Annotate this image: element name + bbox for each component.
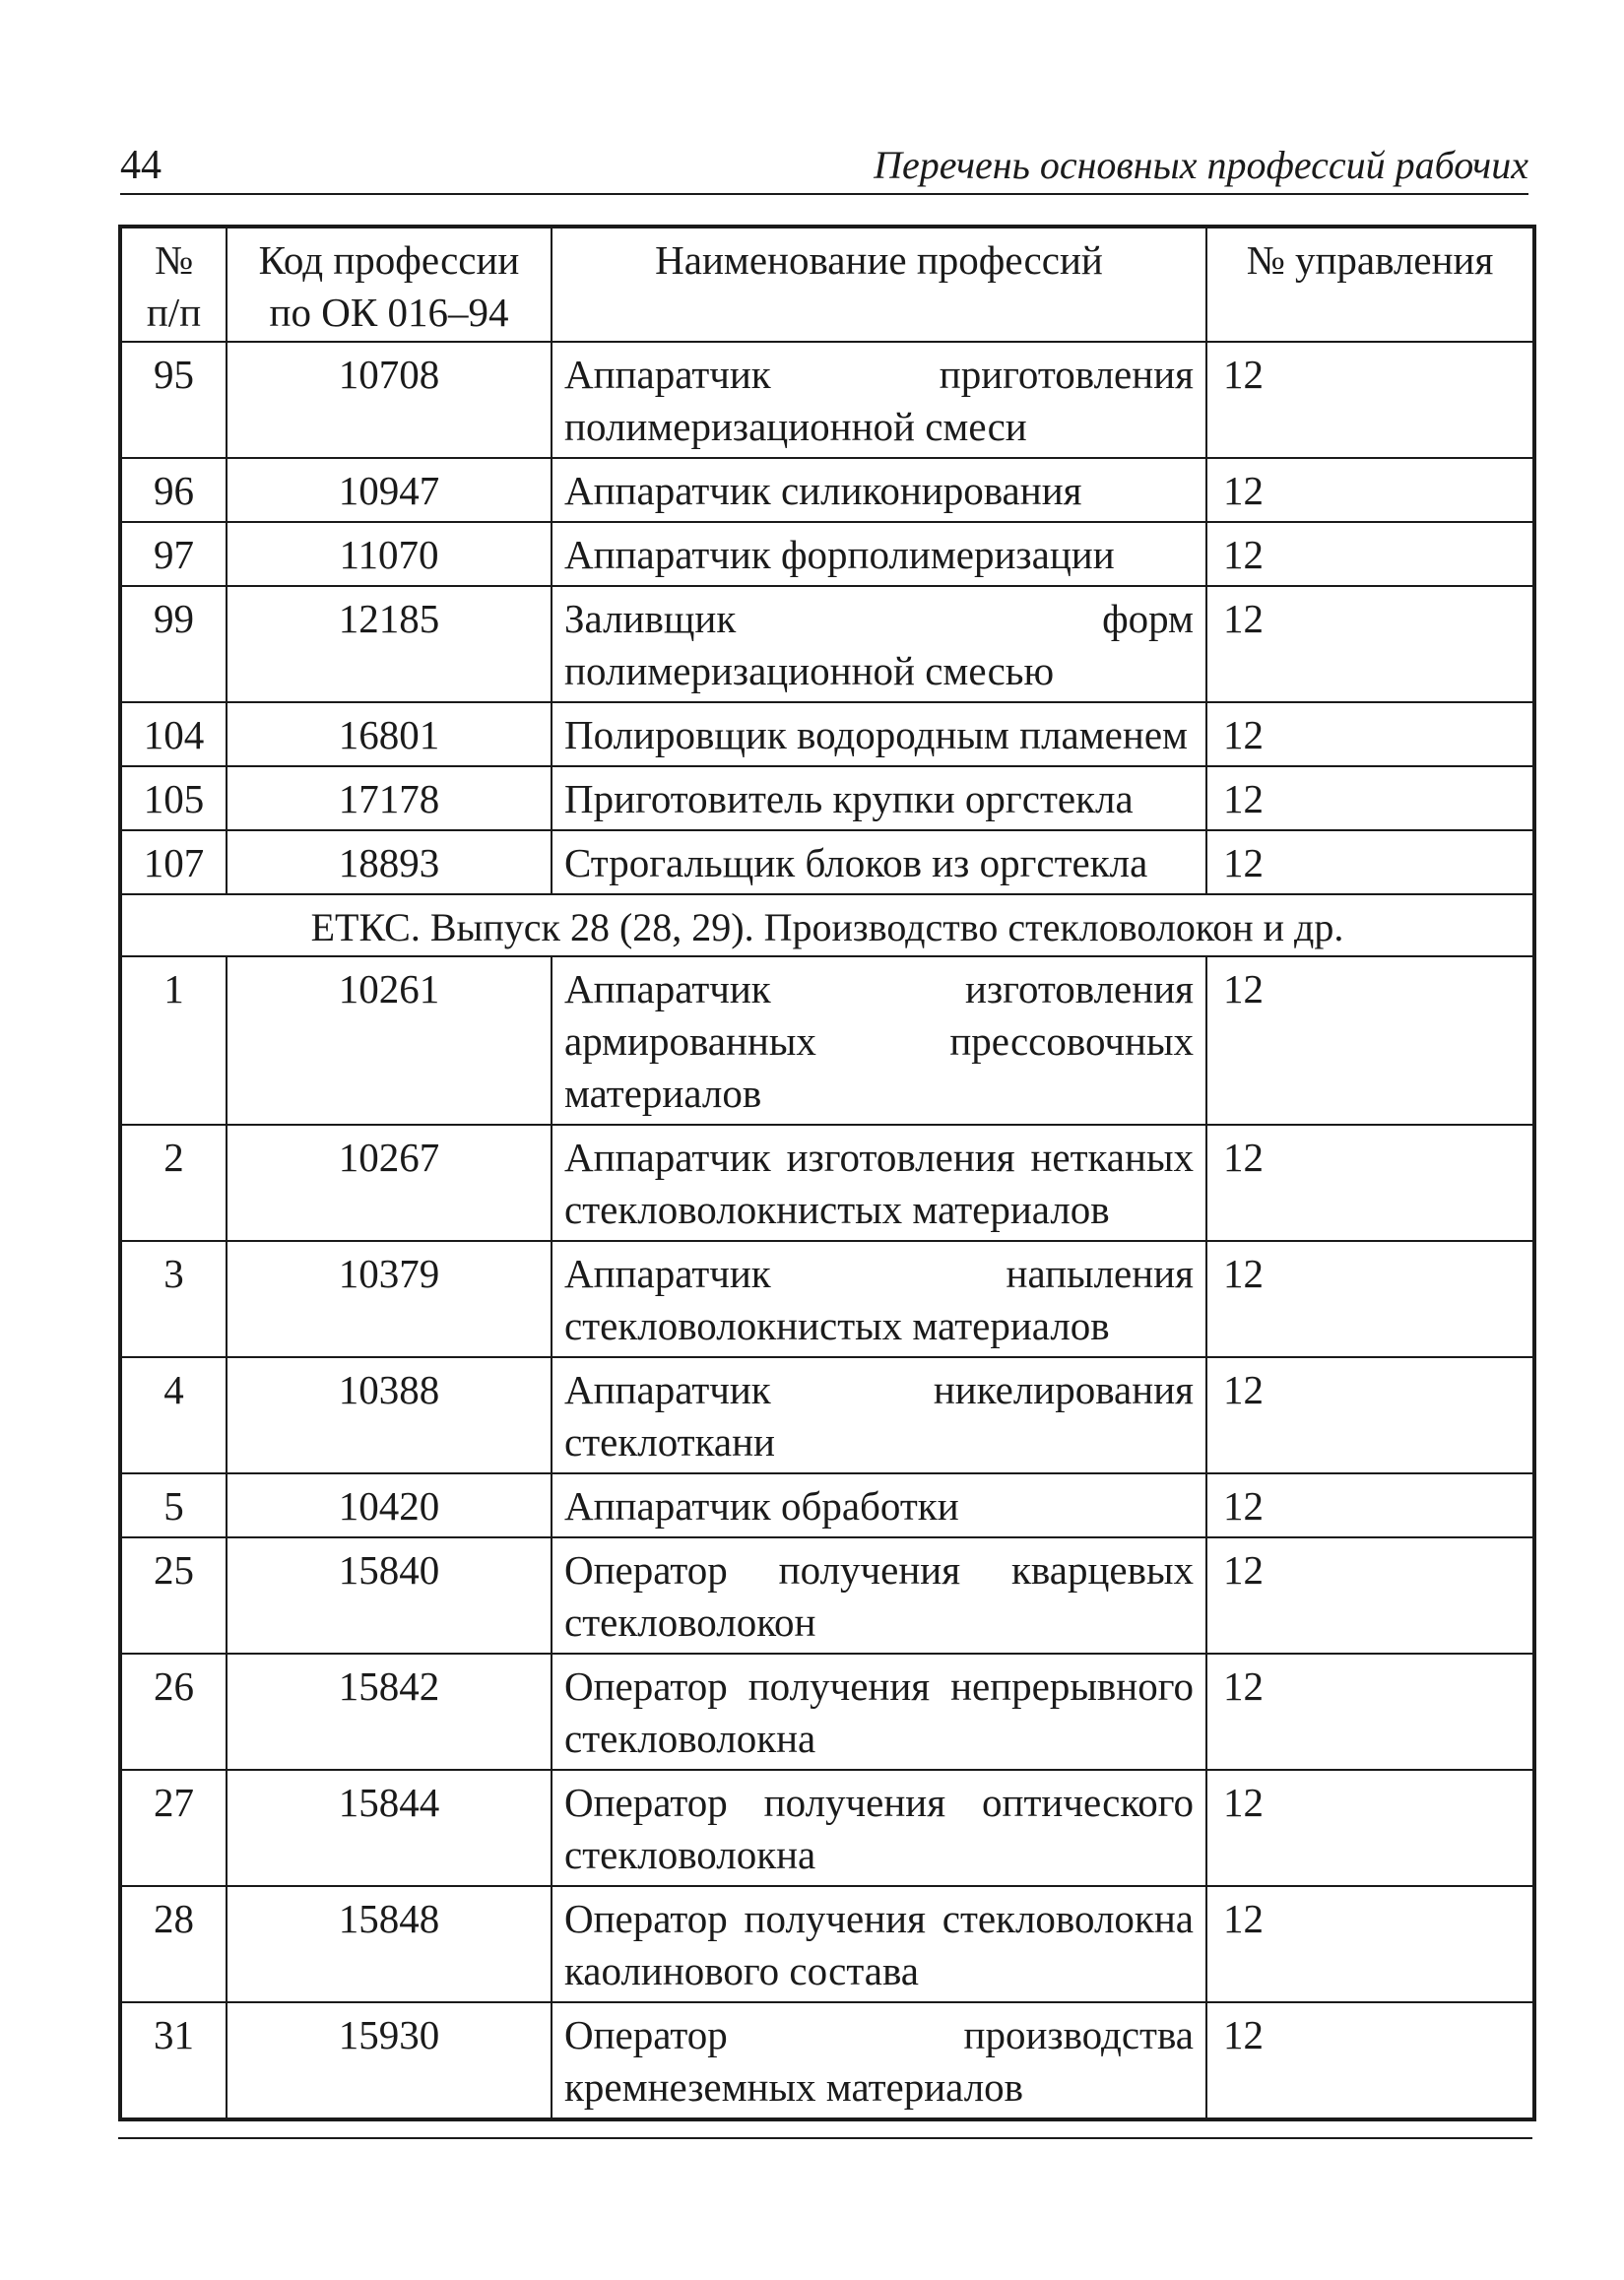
profession-name: Оператор производства кремнеземных материалов	[552, 2002, 1206, 2119]
profession-code: 11070	[227, 522, 552, 586]
row-number: 97	[120, 522, 227, 586]
department-number: 12	[1206, 1886, 1534, 2002]
table-row	[120, 342, 1534, 458]
table-row	[120, 522, 1534, 586]
table-row	[120, 830, 1534, 894]
section-row	[120, 894, 1534, 956]
row-number: 27	[120, 1770, 227, 1886]
department-number: 12	[1206, 1770, 1534, 1886]
department-number: 12	[1206, 830, 1534, 894]
profession-code: 15844	[227, 1770, 552, 1886]
footer-rule	[118, 2137, 1532, 2139]
running-title: Перечень основных профессий рабочих	[874, 143, 1528, 187]
department-number: 12	[1206, 702, 1534, 766]
department-number: 12	[1206, 586, 1534, 702]
department-number: 12	[1206, 342, 1534, 458]
row-number: 95	[120, 342, 227, 458]
table-row	[120, 586, 1534, 702]
section-title: ЕТКС. Выпуск 28 (28, 29). Производство стекловолокон и др.	[120, 894, 1534, 956]
profession-table	[118, 225, 1536, 2121]
profession-code: 15930	[227, 2002, 552, 2119]
profession-name: Аппаратчик напыления стекловолокнистых материалов	[552, 1241, 1206, 1357]
department-number: 12	[1206, 1357, 1534, 1473]
profession-code: 12185	[227, 586, 552, 702]
table-row	[120, 1886, 1534, 2002]
profession-code: 10947	[227, 458, 552, 522]
column-header-line: п/п	[146, 290, 202, 335]
row-number: 25	[120, 1537, 227, 1654]
department-number: 12	[1206, 458, 1534, 522]
profession-code: 15842	[227, 1654, 552, 1770]
table-row	[120, 1125, 1534, 1241]
department-number: 12	[1206, 1473, 1534, 1537]
profession-name: Аппаратчик изготовления нетканых стекловолокнистых материалов	[552, 1125, 1206, 1241]
profession-code: 18893	[227, 830, 552, 894]
table-row	[120, 1770, 1534, 1886]
table-row	[120, 1473, 1534, 1537]
profession-code: 15840	[227, 1537, 552, 1654]
table-row	[120, 766, 1534, 830]
profession-code: 10420	[227, 1473, 552, 1537]
profession-code: 10388	[227, 1357, 552, 1473]
profession-name: Аппаратчик силиконирования	[552, 458, 1206, 522]
profession-name: Аппаратчик приготовления полимеризационной смеси	[552, 342, 1206, 458]
column-header-line: Наименование профессий	[655, 237, 1103, 283]
profession-name: Строгальщик блоков из оргстекла	[552, 830, 1206, 894]
table-row	[120, 956, 1534, 1125]
row-number: 99	[120, 586, 227, 702]
table-row	[120, 1357, 1534, 1473]
profession-name: Оператор получения оптического стекловолокна	[552, 1770, 1206, 1886]
table-row	[120, 1654, 1534, 1770]
column-header-line: №	[154, 237, 194, 283]
profession-name: Оператор получения непрерывного стекловолокна	[552, 1654, 1206, 1770]
department-number: 12	[1206, 956, 1534, 1125]
row-number: 31	[120, 2002, 227, 2119]
department-number: 12	[1206, 766, 1534, 830]
department-number: 12	[1206, 1241, 1534, 1357]
column-header-number	[120, 227, 227, 342]
page-number: 44	[120, 143, 162, 188]
profession-name: Оператор получения стекловолокна каолинового состава	[552, 1886, 1206, 2002]
profession-name: Заливщик форм полимеризационной смесью	[552, 586, 1206, 702]
profession-code: 10708	[227, 342, 552, 458]
profession-code: 10379	[227, 1241, 552, 1357]
row-number: 3	[120, 1241, 227, 1357]
profession-name: Приготовитель крупки оргстекла	[552, 766, 1206, 830]
department-number: 12	[1206, 2002, 1534, 2119]
department-number: 12	[1206, 1125, 1534, 1241]
profession-name: Полировщик водородным пламенем	[552, 702, 1206, 766]
profession-name: Аппаратчик никелирования стеклоткани	[552, 1357, 1206, 1473]
column-header-line: Код профессии	[258, 237, 520, 283]
profession-name: Оператор получения кварцевых стекловолокон	[552, 1537, 1206, 1654]
column-header-name	[552, 227, 1206, 342]
profession-name: Аппаратчик обработки	[552, 1473, 1206, 1537]
row-number: 4	[120, 1357, 227, 1473]
profession-code: 10267	[227, 1125, 552, 1241]
department-number: 12	[1206, 1537, 1534, 1654]
row-number: 2	[120, 1125, 227, 1241]
table-row	[120, 458, 1534, 522]
table-row	[120, 1537, 1534, 1654]
column-header-line: по ОК 016–94	[269, 290, 509, 335]
profession-name: Аппаратчик форполимеризации	[552, 522, 1206, 586]
profession-code: 17178	[227, 766, 552, 830]
table-body	[120, 342, 1534, 2119]
row-number: 28	[120, 1886, 227, 2002]
table-row	[120, 702, 1534, 766]
column-header-line: № управления	[1246, 237, 1494, 283]
table-row	[120, 1241, 1534, 1357]
profession-code: 10261	[227, 956, 552, 1125]
profession-name: Аппаратчик изготовления армированных прессовочных материалов	[552, 956, 1206, 1125]
row-number: 96	[120, 458, 227, 522]
row-number: 107	[120, 830, 227, 894]
row-number: 104	[120, 702, 227, 766]
department-number: 12	[1206, 522, 1534, 586]
page-header	[120, 138, 1528, 195]
row-number: 105	[120, 766, 227, 830]
row-number: 5	[120, 1473, 227, 1537]
table-header-row	[120, 227, 1534, 342]
column-header-code	[227, 227, 552, 342]
row-number: 26	[120, 1654, 227, 1770]
column-header-department	[1206, 227, 1534, 342]
profession-code: 16801	[227, 702, 552, 766]
profession-code: 15848	[227, 1886, 552, 2002]
row-number: 1	[120, 956, 227, 1125]
table-row	[120, 2002, 1534, 2119]
department-number: 12	[1206, 1654, 1534, 1770]
